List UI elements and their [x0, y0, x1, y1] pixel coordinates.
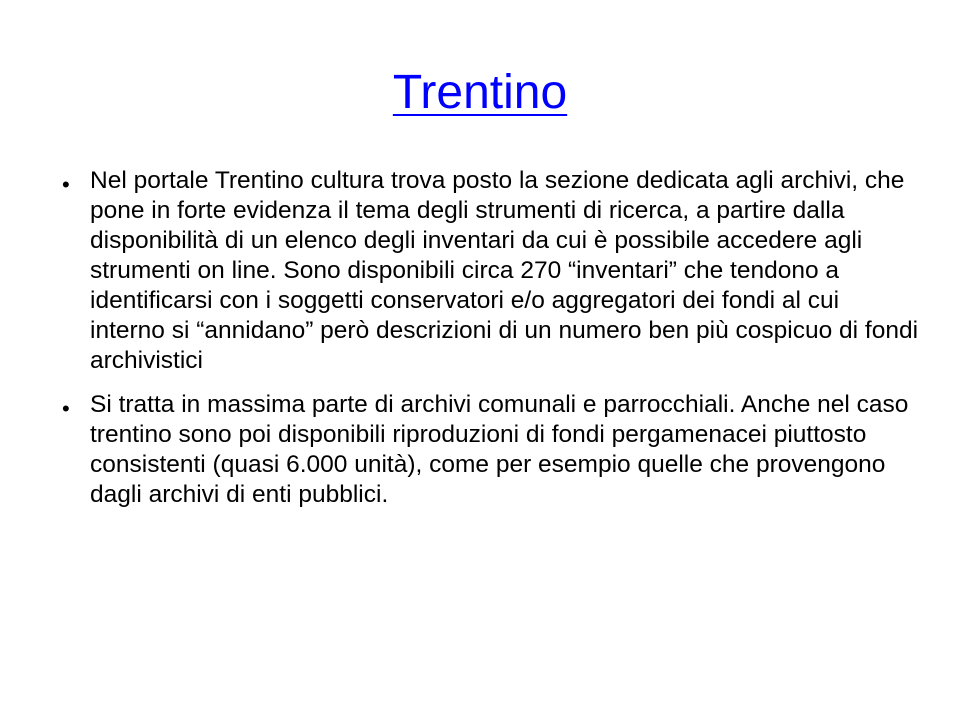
bullet-text: Nel portale Trentino cultura trova posto la sezione dedicata agli archivi, che pone in forte evidenza il tema degli strumenti di ricerca, a partire dalla disponibilità di un elenco degli inventari da cui è possibile accedere agli strumenti on line. Sono disponibili circa 270 “inventari” che tendono a identificarsi con i soggetti conservatori e/o aggregatori dei fondi al cui interno si “annidano” però descrizioni di un numero ben più cospicuo di fondi archivistici [90, 167, 919, 374]
bullet-icon: • [62, 172, 70, 197]
bullet-icon: • [62, 396, 70, 421]
bullet-list [62, 166, 920, 524]
bullet-item-archivi [62, 166, 920, 376]
title-link[interactable]: Trentino [392, 66, 568, 119]
bullet-item-comunali [62, 390, 920, 510]
title-container [0, 62, 960, 124]
bullet-text: Si tratta in massima parte di archivi comunali e parrocchiali. Anche nel caso trentino sono poi disponibili riproduzioni di fondi pergamenacei piuttosto consistenti (quasi 6.000 unità), come per esempio quelle che provengono dagli archivi di enti pubblici. [90, 391, 909, 508]
